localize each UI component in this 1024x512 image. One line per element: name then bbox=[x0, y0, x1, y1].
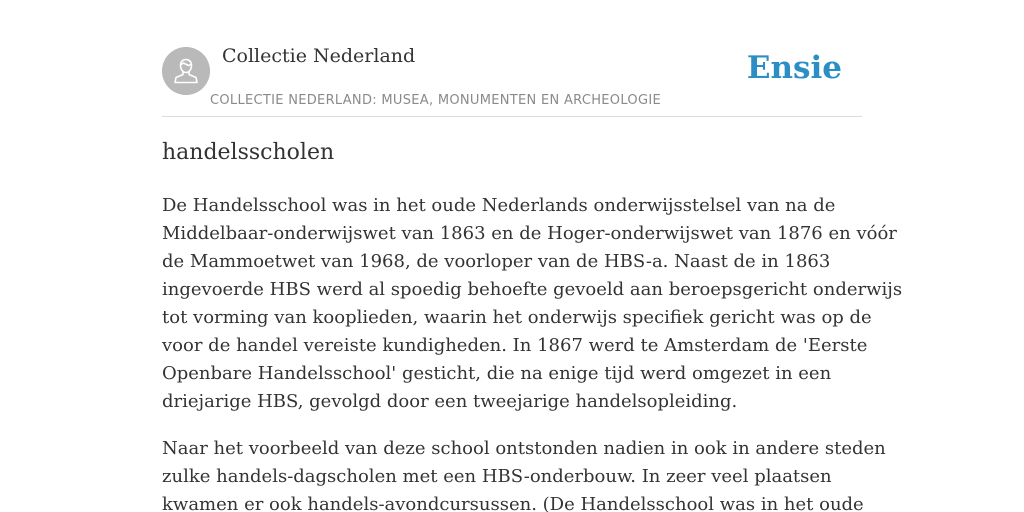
text-line: kwamen er ook handels-avondcursussen. (De Handelsschool was in het oude bbox=[162, 494, 864, 512]
text-line: Openbare Handelsschool' gesticht, die na enige tijd werd omgezet in een bbox=[162, 363, 832, 384]
text-line: voor de handel vereiste kundigheden. In 1867 werd te Amsterdam de 'Eerste bbox=[162, 335, 868, 356]
author-avatar[interactable] bbox=[162, 47, 210, 95]
text-line: De Handelsschool was in het oude Nederlands onderwijsstelsel van na de bbox=[162, 195, 836, 216]
brand-logo[interactable]: Ensie bbox=[746, 50, 842, 86]
user-placeholder-icon bbox=[162, 47, 210, 95]
paragraph bbox=[162, 435, 886, 512]
paragraph bbox=[162, 192, 903, 416]
entry-header bbox=[162, 0, 862, 117]
text-line: zulke handels-dagscholen met een HBS-onderbouw. In zeer veel plaatsen bbox=[162, 466, 832, 487]
text-line: de Mammoetwet van 1968, de voorloper van de HBS-a. Naast de in 1863 bbox=[162, 251, 831, 272]
text-line: ingevoerde HBS werd al spoedig behoefte gevoeld aan beroepsgericht onderwijs bbox=[162, 279, 903, 300]
content-container bbox=[162, 0, 903, 512]
author-name[interactable]: Collectie Nederland bbox=[222, 45, 416, 67]
entry-body bbox=[162, 192, 903, 512]
text-line: Naar het voorbeeld van deze school ontstonden nadien in ook in andere steden bbox=[162, 438, 886, 459]
entry-title: handelsscholen bbox=[162, 140, 335, 165]
collection-name[interactable]: COLLECTIE NEDERLAND: MUSEA, MONUMENTEN EN ARCHEOLOGIE bbox=[210, 93, 661, 108]
text-line: driejarige HBS, gevolgd door een tweejarige handelsopleiding. bbox=[162, 391, 738, 412]
text-line: tot vorming van kooplieden, waarin het onderwijs specifiek gericht was op de bbox=[162, 307, 872, 328]
text-line: Middelbaar-onderwijswet van 1863 en de Hoger-onderwijswet van 1876 en vóór bbox=[162, 223, 897, 244]
